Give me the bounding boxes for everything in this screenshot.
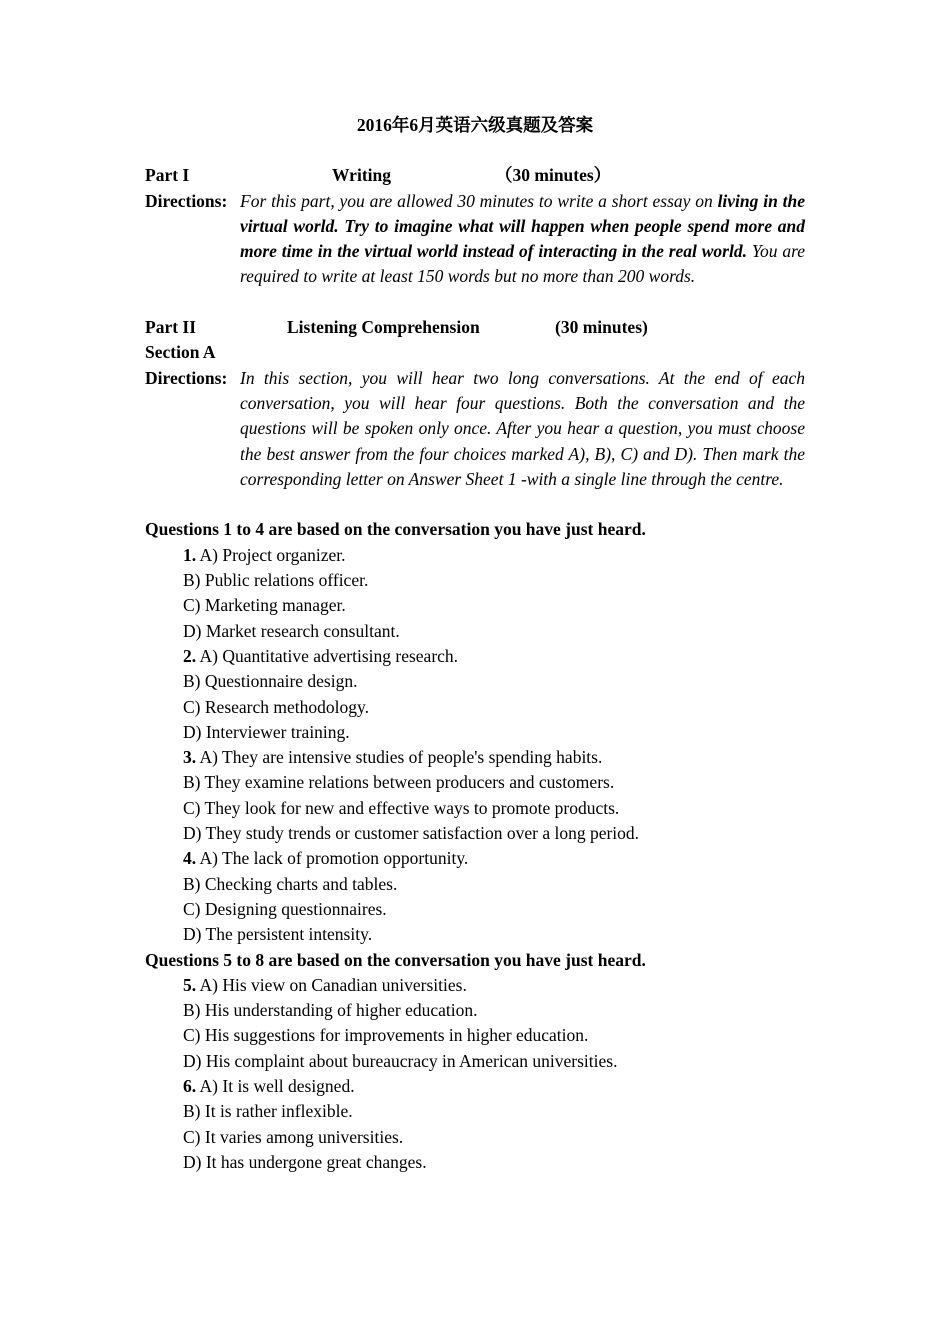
option-d: D) Market research consultant. xyxy=(183,620,400,641)
document-page xyxy=(145,113,805,1175)
option-c: C) They look for new and effective ways to promote products. xyxy=(183,797,620,818)
directions-text: You are required to write at least 150 words but no more than 200 words. xyxy=(240,241,805,287)
option-b: B) Questionnaire design. xyxy=(183,671,358,692)
option-a: 6. A) It is well designed. xyxy=(183,1075,355,1096)
part1-directions xyxy=(145,189,805,290)
part2-directions xyxy=(145,366,805,492)
option-a: 3. A) They are intensive studies of people's spending habits. xyxy=(183,747,603,768)
part1-header xyxy=(145,163,805,188)
part1-name: Writing xyxy=(332,165,391,186)
directions-label: Directions: xyxy=(145,367,228,388)
option-c: C) Marketing manager. xyxy=(183,595,346,616)
option-b: B) It is rather inflexible. xyxy=(183,1101,353,1122)
question-number: 5. xyxy=(183,974,197,995)
directions-text: For this part, you are allowed 30 minutes to write a short essay on xyxy=(240,190,718,211)
question-number: 6. xyxy=(183,1075,197,1096)
option-a: 5. A) His view on Canadian universities. xyxy=(183,974,467,995)
option-d: D) They study trends or customer satisfaction over a long period. xyxy=(183,823,640,844)
option-d: D) Interviewer training. xyxy=(183,721,350,742)
part1-time: （30 minutes） xyxy=(495,165,612,186)
option-c: C) It varies among universities. xyxy=(183,1126,404,1147)
question-group-heading: Questions 5 to 8 are based on the conversation you have just heard. xyxy=(145,949,646,970)
part2-time: (30 minutes) xyxy=(555,317,648,338)
option-d: D) The persistent intensity. xyxy=(183,924,373,945)
question-number: 3. xyxy=(183,747,197,768)
question-number: 4. xyxy=(183,848,197,869)
option-b: B) Public relations officer. xyxy=(183,570,369,591)
section-a-label: Section A xyxy=(145,342,216,363)
option-c: C) His suggestions for improvements in higher education. xyxy=(183,1025,589,1046)
part2-name: Listening Comprehension xyxy=(287,317,480,338)
option-b: B) They examine relations between producers and customers. xyxy=(183,772,615,793)
option-a: 2. A) Quantitative advertising research. xyxy=(183,645,459,666)
question-group-heading: Questions 1 to 4 are based on the conversation you have just heard. xyxy=(145,519,646,540)
option-b: B) His understanding of higher education. xyxy=(183,1000,478,1021)
part2-label: Part II xyxy=(145,317,197,338)
question-number: 1. xyxy=(183,544,197,565)
option-c: C) Research methodology. xyxy=(183,696,369,717)
option-a: 4. A) The lack of promotion opportunity. xyxy=(183,848,469,869)
directions-topic: living in the virtual world. Try to imagine what will happen when people spend more and more time in the virtual world instead of interacting in the real world. xyxy=(240,190,805,262)
question-number: 2. xyxy=(183,645,197,666)
option-b: B) Checking charts and tables. xyxy=(183,873,398,894)
option-c: C) Designing questionnaires. xyxy=(183,898,387,919)
doc-title: 2016年6月英语六级真题及答案 xyxy=(356,115,594,135)
option-a: 1. A) Project organizer. xyxy=(183,544,346,565)
directions-label: Directions: xyxy=(145,190,228,211)
option-d: D) His complaint about bureaucracy in American universities. xyxy=(183,1050,618,1071)
option-d: D) It has undergone great changes. xyxy=(183,1151,427,1172)
part2-header xyxy=(145,315,805,340)
directions-text: In this section, you will hear two long conversations. At the end of each conversation, you will hear four questions. Both the conversation and the questions will be spoken only once. After you hear a question, you must choose the best answer from the four choices marked A), B), C) and D). Then mark the corresponding letter on Answer Sheet 1 -with a single line through the centre. xyxy=(240,367,805,489)
part1-label: Part I xyxy=(145,165,190,186)
